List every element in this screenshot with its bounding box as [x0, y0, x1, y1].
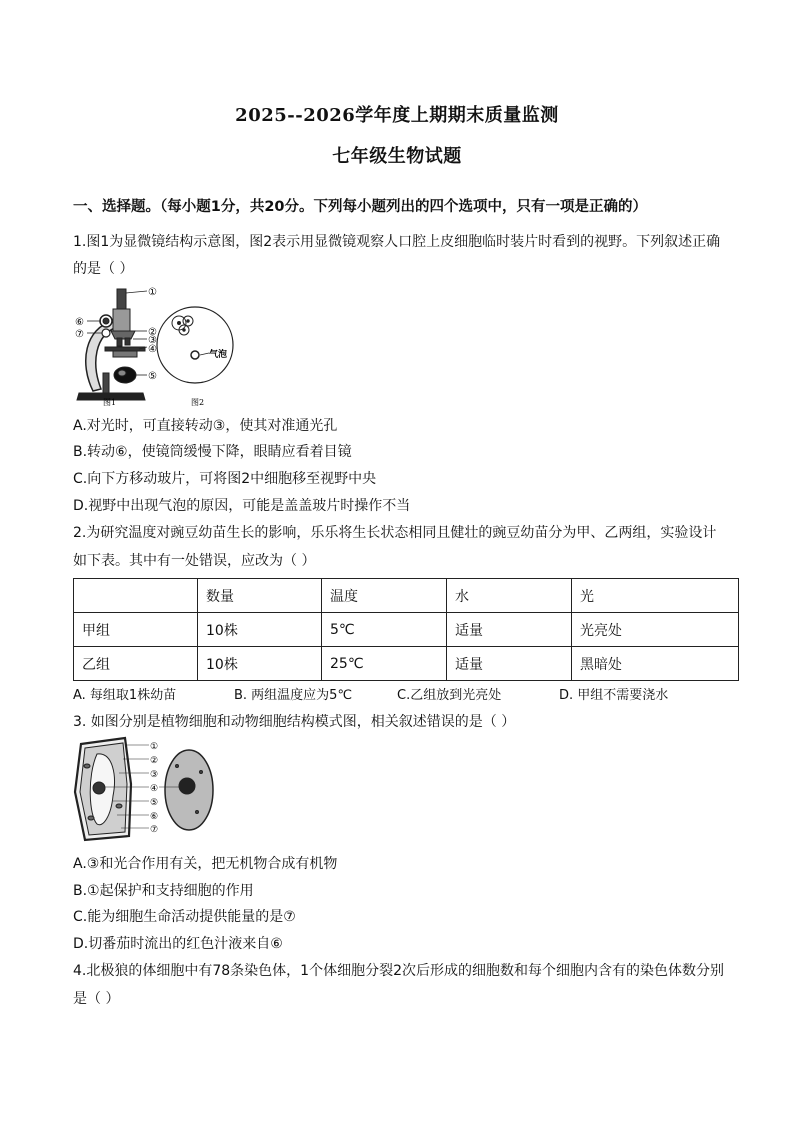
microscope-figure: [73, 283, 243, 408]
table-header-cell: 温度: [322, 579, 447, 613]
table-row: [74, 647, 739, 681]
cell-label-4: ④: [150, 784, 159, 794]
exam-subtitle: 七年级生物试题: [332, 146, 462, 167]
table-cell: 适量: [447, 647, 572, 681]
q3-option-b: B.①起保护和支持细胞的作用: [73, 883, 254, 899]
q3-option-d: D.切番茄时流出的红色汁液来自⑥: [73, 936, 283, 952]
q3-stem: 3. 如图分别是植物细胞和动物细胞结构模式图，相关叙述错误的是（ ）: [73, 714, 516, 730]
label-7: ⑦: [75, 329, 84, 340]
table-cell: 乙组: [74, 647, 198, 681]
cell-label-1: ①: [150, 742, 159, 752]
q2-option-a: A. 每组取1株幼苗: [73, 688, 177, 703]
table-cell: 25℃: [322, 647, 447, 681]
table-row: [74, 613, 739, 647]
bubble-label: 气泡: [209, 350, 228, 360]
q1-option-a: A.对光时，可直接转动③，使其对准通光孔: [73, 418, 338, 434]
q2-option-b: B. 两组温度应为5℃: [234, 688, 353, 703]
fig2-caption: 图2: [191, 398, 205, 407]
label-5: ⑤: [148, 371, 157, 382]
table-header-cell: 水: [447, 579, 572, 613]
label-6: ⑥: [75, 317, 84, 328]
field-of-view: [157, 307, 233, 383]
q3-option-c: C.能为细胞生命活动提供能量的是⑦: [73, 909, 296, 925]
table-cell: 适量: [447, 613, 572, 647]
animal-cell-image: [165, 750, 213, 830]
q3-option-a: A.③和光合作用有关，把无机物合成有机物: [73, 856, 338, 872]
table-cell: 甲组: [74, 613, 198, 647]
q4-stem-line1: 4.北极狼的体细胞中有78条染色体，1个体细胞分裂2次后形成的细胞数和每个细胞内含有的染色体数分别: [73, 963, 724, 979]
table-cell: 10株: [198, 613, 322, 647]
q2-stem-line1: 2.为研究温度对豌豆幼苗生长的影响，乐乐将生长状态相同且健壮的豌豆幼苗分为甲、乙两组，实验设计: [73, 525, 717, 541]
microscope-image: [77, 289, 147, 400]
cell-label-6: ⑥: [150, 812, 159, 822]
cell-label-2: ②: [150, 756, 159, 766]
q1-option-b: B.转动⑥，使镜筒缓慢下降，眼睛应看着目镜: [73, 444, 352, 460]
label-3: ③: [148, 335, 157, 346]
q1-stem-line1: 1.图1为显微镜结构示意图，图2表示用显微镜观察人口腔上皮细胞临时装片时看到的视野。下列叙述正确: [73, 234, 721, 250]
q1-stem-line2: 的是（ ）: [73, 261, 134, 277]
section-heading: 一、选择题。（每小题1分，共20分。下列每小题列出的四个选项中，只有一项是正确的）: [73, 199, 648, 215]
table-cell: 黑暗处: [572, 647, 739, 681]
experiment-table: [73, 578, 739, 681]
q2-option-c: C.乙组放到光亮处: [397, 688, 502, 703]
cell-label-7: ⑦: [150, 825, 159, 835]
label-1: ①: [148, 287, 157, 298]
q1-option-d: D.视野中出现气泡的原因，可能是盖盖玻片时操作不当: [73, 498, 411, 514]
q2-options: [73, 684, 733, 704]
table-header-row: [74, 579, 739, 613]
label-2: ②: [148, 327, 157, 338]
plant-cell-image: [75, 738, 131, 840]
q2-stem-line2: 如下表。其中有一处错误，应改为（ ）: [73, 553, 316, 569]
fig1-caption: 图1: [103, 398, 117, 407]
q2-option-d: D. 甲组不需要浇水: [559, 688, 669, 703]
table-header-cell: [74, 579, 198, 613]
table-header-cell: 光: [572, 579, 739, 613]
label-4: ④: [148, 344, 157, 355]
q1-option-c: C.向下方移动玻片，可将图2中细胞移至视野中央: [73, 471, 377, 487]
cell-label-5: ⑤: [150, 798, 159, 808]
table-cell: 光亮处: [572, 613, 739, 647]
exam-title: 2025--2026学年度上期期末质量监测: [235, 105, 559, 126]
table-cell: 10株: [198, 647, 322, 681]
table-header-cell: 数量: [198, 579, 322, 613]
cell-label-3: ③: [150, 770, 159, 780]
q4-stem-line2: 是（ ）: [73, 991, 120, 1007]
cell-structure-figure: [73, 736, 223, 844]
table-cell: 5℃: [322, 613, 447, 647]
